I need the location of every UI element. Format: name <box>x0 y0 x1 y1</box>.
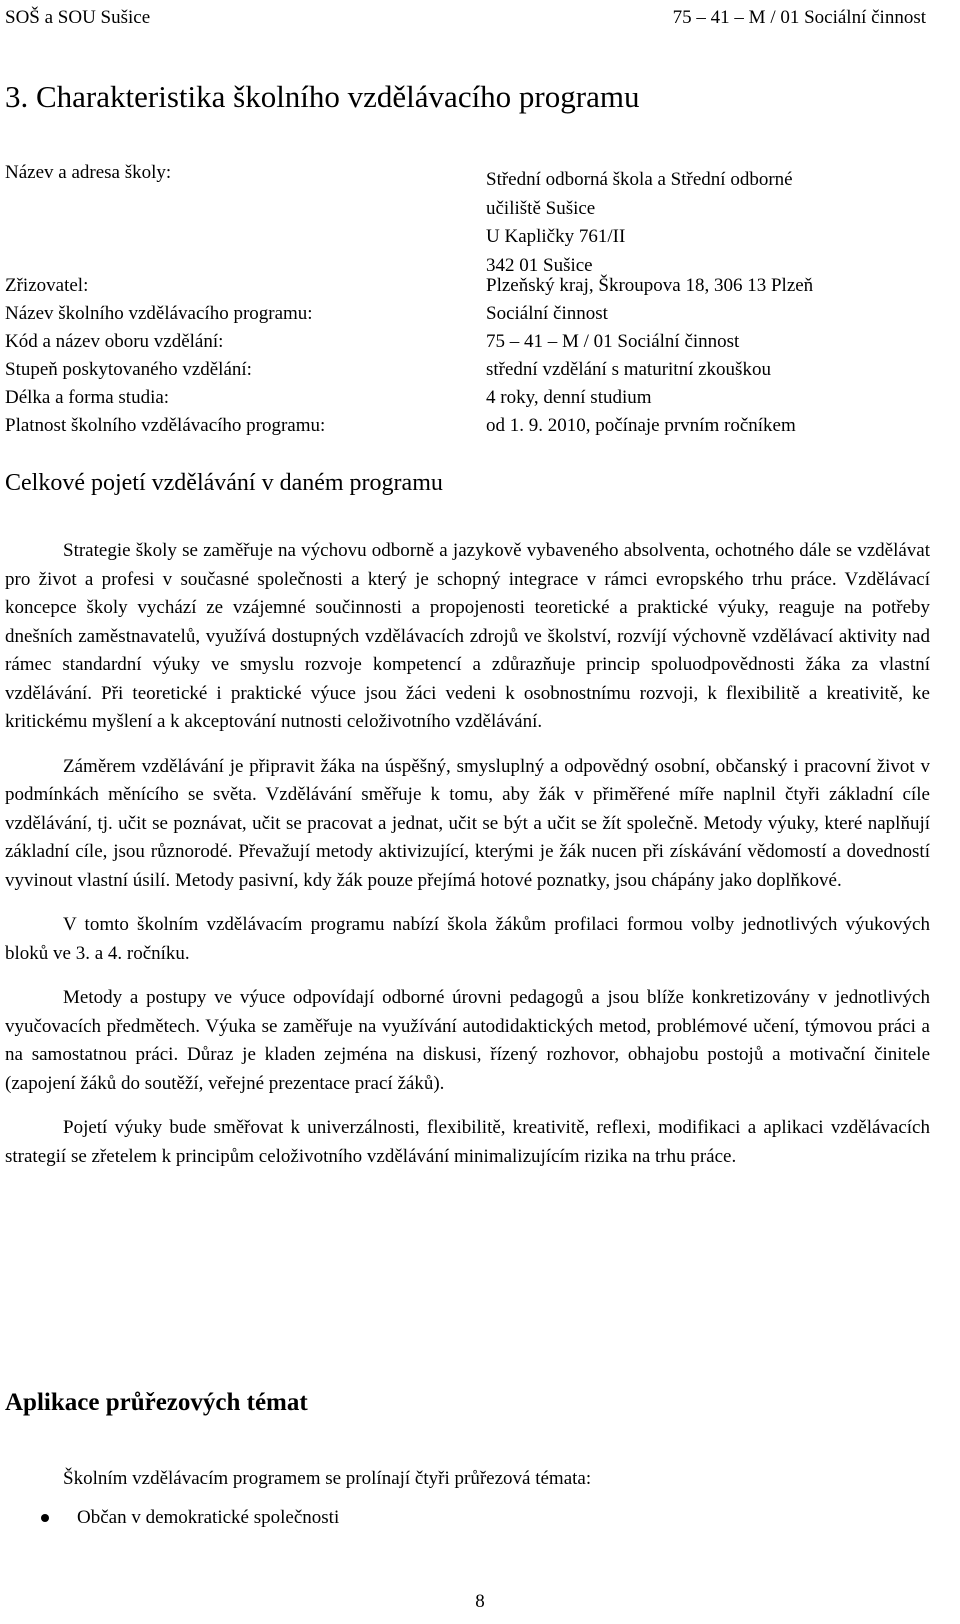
info-value: 4 roky, denní studium <box>486 387 652 408</box>
cross-topics-list <box>5 1504 339 1532</box>
info-label: Název a adresa školy: <box>5 162 172 183</box>
section-body <box>5 537 930 1187</box>
info-value: Plzeňský kraj, Škroupova 18, 306 13 Plzeň <box>486 275 814 296</box>
info-label: Délka a forma studia: <box>5 387 170 408</box>
address-line: U Kapličky 761/II <box>486 226 626 247</box>
address-line: učiliště Sušice <box>486 197 596 219</box>
header-school: SOŠ a SOU Sušice <box>5 7 151 28</box>
info-label: Zřizovatel: <box>5 275 89 296</box>
info-value: od 1. 9. 2010, počínaje prvním ročníkem <box>486 415 796 436</box>
paragraph: Strategie školy se zaměřuje na výchovu odborně a jazykově vybaveného absolventa, ochotného dále se vzdělávat pro život a profesi v současné společnosti a který je schopný integrace v rámci evropského trhu práce. Vzdělávací koncepce školy vychází ze vzájemné součinnosti a propojenosti teoretické a praktické výuky, reaguje na potřeby dnešních zaměstnavatelů, využívá dostupných vzdělávacích zdrojů ve školství, rozvíjí výchovně vzdělávací aktivity nad rámec standardní výuky ve smyslu rozvoje kompetencí a zdůrazňuje princip spoluodpovědnosti žáka za vlastní vzdělávání. Při teoretické i praktické výuce jsou žáci vedeni k osobnostnímu rozvoji, k flexibilitě a kreativitě, ke kritickému myšlení a k akceptování nutnosti celoživotního vzdělávání. <box>5 540 930 732</box>
school-address <box>486 166 793 280</box>
page-header <box>5 6 926 30</box>
info-label: Název školního vzdělávacího programu: <box>5 303 313 324</box>
cross-topics-intro: Školním vzdělávacím programem se prolínají čtyři průřezová témata: <box>63 1468 592 1489</box>
section-heading: Celkové pojetí vzdělávání v daném programu <box>5 470 443 496</box>
section-heading: Aplikace průřezových témat <box>5 1389 308 1416</box>
info-value: střední vzdělání s maturitní zkouškou <box>486 359 771 380</box>
info-value: Sociální činnost <box>486 303 608 324</box>
info-label: Platnost školního vzdělávacího programu: <box>5 415 326 436</box>
paragraph: V tomto školním vzdělávacím programu nabízí škola žákům profilaci formou volby jednotlivých výukových bloků ve 3. a 4. ročníku. <box>5 914 930 964</box>
address-line: 342 01 Sušice <box>486 254 593 276</box>
address-line: Střední odborná škola a Střední odborné <box>486 169 793 190</box>
paragraph: Metody a postupy ve výuce odpovídají odborné úrovni pedagogů a jsou blíže konkretizovány v jednotlivých vyučovacích předmětech. Výuka se zaměřuje na využívání autodidaktických metod, problémové učení, týmovou práci a na samostatnou práci. Důraz je kladen zejména na diskusi, řízený rozhovor, obhajobu postojů a motivační činitele (zapojení žáků do soutěží, veřejné prezentace prací žáků). <box>5 987 930 1094</box>
info-label: Kód a název oboru vzdělání: <box>5 331 224 352</box>
paragraph: Pojetí výuky bude směřovat k univerzálnosti, flexibilitě, kreativitě, reflexi, modifikaci a aplikaci vzdělávacích strategií se zřetelem k principům celoživotního vzdělávání minimalizujícím rizika na trhu práce. <box>5 1117 930 1167</box>
paragraph: Záměrem vzdělávání je připravit žáka na úspěšný, smysluplný a odpovědný osobní, občanský i pracovní život v podmínkách měnícího se světa. Vzdělávání směřuje k tomu, aby žák v přiměřené míře naplnil čtyři základní cíle vzdělávání, tj. učit se poznávat, učit se pracovat a jednat, učit se být a učit se žít společně. Metody výuky, které naplňují základní cíle, jsou různorodé. Převažují metody aktivizující, kterými je žák nucen při získávání vědomostí a dovedností vyvinout vlastní úsilí. Metody pasivní, kdy žák pouze přejímá hotové poznatky, jsou chápány jako doplňkové. <box>5 755 930 891</box>
list-item-text: Občan v demokratické společnosti <box>77 1507 340 1528</box>
header-program-code: 75 – 41 – M / 01 Sociální činnost <box>672 7 926 28</box>
page-number: 8 <box>475 1591 485 1612</box>
page-title: 3. Charakteristika školního vzdělávacího programu <box>5 79 640 114</box>
list-item <box>5 1504 339 1532</box>
info-value: 75 – 41 – M / 01 Sociální činnost <box>486 331 740 352</box>
info-label: Stupeň poskytovaného vzdělání: <box>5 359 252 380</box>
bullet-icon <box>41 1514 49 1522</box>
